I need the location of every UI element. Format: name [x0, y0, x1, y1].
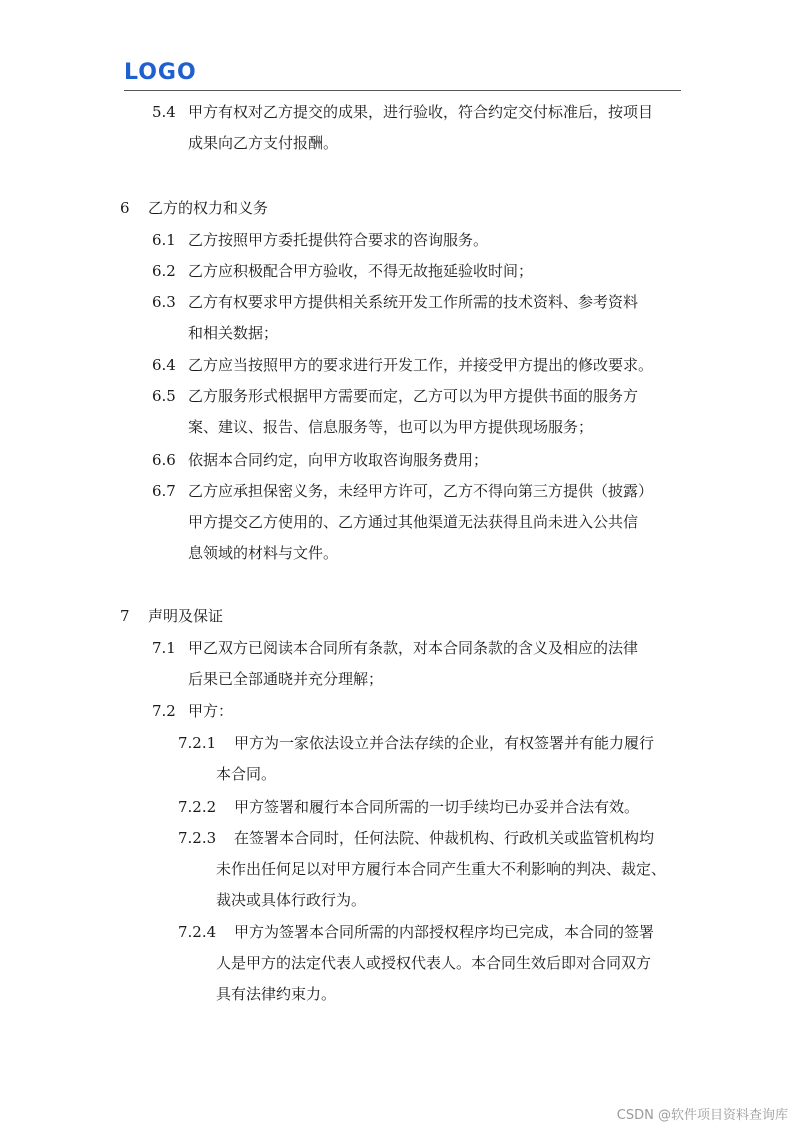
clause-6-1	[152, 230, 488, 250]
clause-text: 甲方有权对乙方提交的成果，进行验收，符合约定交付标准后，按项目	[188, 103, 654, 121]
clause-7-1	[152, 638, 638, 658]
clause-number: 7.1	[152, 639, 176, 657]
clause-7-2	[152, 701, 233, 721]
clause-text: 甲方：	[188, 702, 234, 720]
clause-text: 甲乙双方已阅读本合同所有条款，对本合同条款的含义及相应的法律	[188, 639, 639, 657]
clause-6-3-cont: 和相关数据；	[188, 324, 279, 342]
clause-6-2	[152, 261, 533, 281]
clause-text: 乙方服务形式根据甲方需要而定，乙方可以为甲方提供书面的服务方	[188, 387, 639, 405]
watermark: CSDN @软件项目资料查询库	[616, 1108, 788, 1123]
clause-6-6	[152, 450, 488, 470]
section-6-heading	[120, 198, 268, 218]
clause-number: 6.6	[152, 451, 176, 469]
clause-6-3	[152, 292, 638, 312]
clause-number: 6.4	[152, 356, 176, 374]
section-7-heading	[120, 606, 223, 626]
section-number: 6	[120, 199, 130, 217]
clause-7-2-3-cont-1: 未作出任何足以对甲方履行本合同产生重大不利影响的判决、裁定、	[216, 860, 667, 878]
clause-text: 甲方为签署本合同所需的内部授权程序均已完成，本合同的签署	[234, 923, 655, 941]
clause-6-7	[152, 481, 653, 501]
clause-text: 乙方应积极配合甲方验收，不得无故拖延验收时间；	[188, 262, 534, 280]
clause-7-2-4-cont-1: 人是甲方的法定代表人或授权代表人。本合同生效后即对合同双方	[216, 954, 652, 972]
clause-text: 甲方为一家依法设立并合法存续的企业，有权签署并有能力履行	[234, 734, 655, 752]
clause-number: 6.3	[152, 293, 176, 311]
clause-5-4	[152, 102, 653, 122]
clause-6-5-cont: 案、建议、报告、信息服务等，也可以为甲方提供现场服务；	[188, 418, 594, 436]
clause-text: 在签署本合同时，任何法院、仲裁机构、行政机关或监管机构均	[234, 829, 655, 847]
clause-number: 7.2	[152, 702, 176, 720]
clause-7-2-1-cont: 本合同。	[216, 765, 277, 783]
header-divider	[124, 90, 681, 91]
clause-number: 6.7	[152, 482, 176, 500]
company-logo: LOGO	[124, 60, 197, 85]
clause-number: 7.2.2	[178, 798, 217, 816]
clause-6-4	[152, 355, 653, 375]
clause-7-2-4	[178, 922, 654, 942]
clause-text: 依据本合同约定，向甲方收取咨询服务费用；	[188, 451, 489, 469]
clause-number: 7.2.4	[178, 923, 217, 941]
clause-number: 6.1	[152, 231, 176, 249]
section-title: 声明及保证	[148, 607, 224, 625]
clause-number: 6.5	[152, 387, 176, 405]
clause-6-7-cont-2: 息领域的材料与文件。	[188, 544, 339, 562]
clause-7-2-4-cont-2: 具有法律约束力。	[216, 985, 337, 1003]
clause-7-1-cont: 后果已全部通晓并充分理解；	[188, 670, 384, 688]
clause-text: 乙方按照甲方委托提供符合要求的咨询服务。	[188, 231, 489, 249]
clause-text: 甲方签署和履行本合同所需的一切手续均已办妥并合法有效。	[234, 798, 640, 816]
clause-7-2-2	[178, 797, 639, 817]
clause-number: 5.4	[152, 103, 176, 121]
clause-text: 乙方应承担保密义务，未经甲方许可，乙方不得向第三方提供（披露）	[188, 482, 654, 500]
clause-text: 乙方应当按照甲方的要求进行开发工作，并接受甲方提出的修改要求。	[188, 356, 654, 374]
clause-number: 7.2.1	[178, 734, 217, 752]
clause-number: 6.2	[152, 262, 176, 280]
clause-number: 7.2.3	[178, 829, 217, 847]
clause-7-2-3-cont-2: 裁决或具体行政行为。	[216, 891, 367, 909]
clause-5-4-cont: 成果向乙方支付报酬。	[188, 134, 339, 152]
clause-7-2-1	[178, 733, 654, 753]
clause-7-2-3	[178, 828, 654, 848]
clause-6-7-cont-1: 甲方提交乙方使用的、乙方通过其他渠道无法获得且尚未进入公共信	[188, 513, 639, 531]
clause-6-5	[152, 386, 638, 406]
section-number: 7	[120, 607, 130, 625]
section-title: 乙方的权力和义务	[148, 199, 269, 217]
clause-text: 乙方有权要求甲方提供相关系统开发工作所需的技术资料、参考资料	[188, 293, 639, 311]
